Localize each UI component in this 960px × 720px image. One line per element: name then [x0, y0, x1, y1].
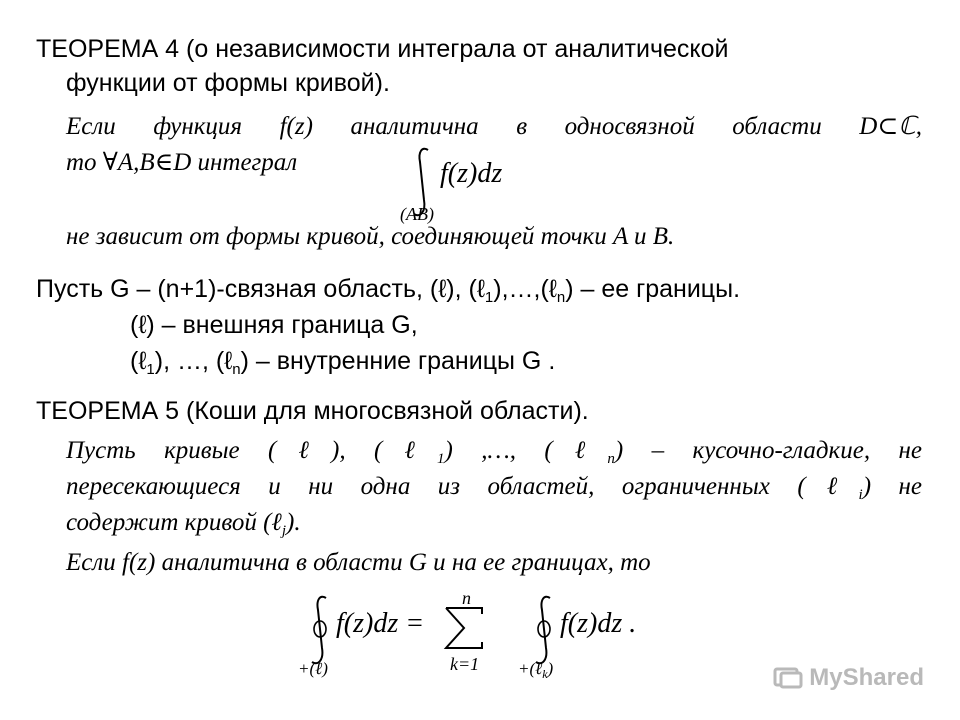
inner-boundary-text-a: (ℓ [130, 347, 147, 375]
formula-right-limit: +(ℓ$_k$) [518, 659, 554, 680]
theorem4-integrand: f(z)dz [440, 158, 503, 189]
theorem4-statement-cont [66, 148, 297, 178]
inner-boundary-text-b: ), …, (ℓ [154, 347, 233, 375]
theorem4-integral-formula [398, 142, 548, 229]
formula-left-integrand: f(z)dz = [336, 608, 425, 639]
theorem5-condition-text: Если f(z) аналитична в области G и на ее границах, то [66, 549, 651, 576]
theorem5-l2-b: ) не [862, 473, 923, 500]
integral-ab-svg [398, 142, 548, 224]
domain-def-line2 [130, 310, 418, 340]
theorem4-statement-line2: то ∀A,B∈D интеграл [66, 149, 298, 176]
domain-def-text-a: Пусть G – (n+1)-связная область, (ℓ), (ℓ [36, 275, 485, 303]
theorem5-l1-sub1: 1 [437, 451, 445, 467]
domain-def-sub-1: 1 [484, 289, 494, 306]
sum-upper-limit: n [462, 588, 471, 608]
theorem5-line3 [66, 508, 301, 538]
theorem4-lower-limit: (AB) [400, 204, 434, 224]
domain-def-text-b: ),…,(ℓ [493, 275, 557, 303]
theorem5-l1-c: ) – кусочно-гладкие, не [614, 437, 922, 464]
theorem5-l2-subi: i [858, 487, 863, 503]
outer-boundary-text: (ℓ) – внешняя граница G, [130, 311, 418, 339]
theorem5-line4 [66, 548, 651, 578]
formula-right-integrand: f(z)dz . [560, 608, 637, 639]
cauchy-formula-svg [296, 584, 696, 680]
domain-def-line3 [130, 346, 555, 376]
sum-lower-limit: k=1 [450, 654, 480, 674]
watermark [773, 664, 924, 692]
theorem5-l2-a: пересекающиеся и ни одна из областей, ограниченных (ℓ [66, 473, 859, 500]
theorem4-statement-line1: Если функция f(z) аналитична в односвязной области D⊂ℂ, [66, 113, 922, 140]
sigma-icon [446, 608, 482, 648]
inner-boundary-sub-n: n [232, 361, 241, 378]
watermark-text: MyShared [809, 664, 924, 691]
theorem4-statement-line3: не зависит от формы кривой, соединяющей точки A и B. [66, 223, 675, 250]
inner-boundary-text-c: ) – внутренние границы G . [240, 347, 556, 375]
myshared-logo-icon [773, 665, 803, 691]
theorem5-l1-a: Пусть кривые (ℓ), (ℓ [66, 437, 438, 464]
theorem4-heading-line2: функции от формы кривой). [66, 69, 390, 97]
theorem5-l3-b: ). [286, 509, 301, 536]
theorem5-l1-b: ) ,…, (ℓ [444, 437, 608, 464]
theorem5-heading [36, 396, 589, 426]
domain-def-sub-n: n [556, 289, 566, 306]
theorem4-statement [66, 112, 922, 142]
formula-left-limit: +(ℓ) [298, 659, 328, 678]
domain-def-line1 [36, 274, 740, 304]
theorem5-line2 [66, 472, 922, 502]
theorem4-statement-end [66, 222, 674, 252]
theorem4-heading-cont [66, 68, 390, 98]
theorem5-l3-a: содержит кривой (ℓ [66, 509, 282, 536]
theorem5-l3-subj: j [281, 523, 287, 539]
cauchy-formula [296, 584, 696, 685]
theorem5-heading-text: ТЕОРЕМА 5 (Коши для многосвязной области). [36, 397, 589, 425]
inner-boundary-sub-1: 1 [146, 361, 155, 378]
theorem5-l1-subn: n [607, 451, 615, 467]
theorem4-heading [36, 34, 728, 64]
theorem4-heading-line1: ТЕОРЕМА 4 (о независимости интеграла от аналитической [36, 35, 729, 63]
domain-def-text-c: ) – ее границы. [565, 275, 741, 303]
theorem5-line1 [66, 436, 922, 466]
